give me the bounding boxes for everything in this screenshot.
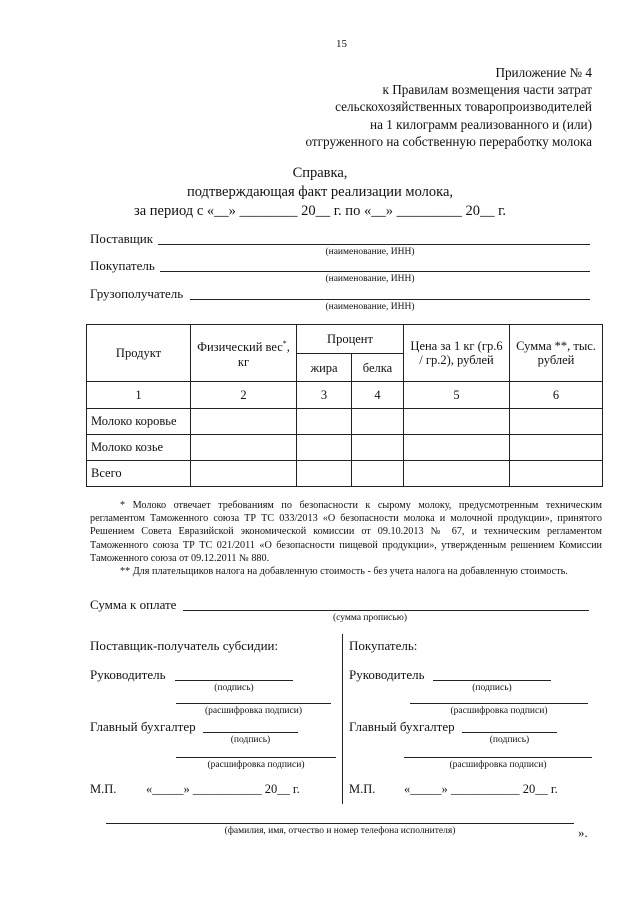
left-accountant-decode-hint: (расшифровка подписи) — [207, 760, 305, 770]
left-manager-decode-field[interactable] — [176, 703, 331, 704]
consignee-hint: (наименование, ИНН) — [325, 302, 415, 312]
table-cell[interactable] — [297, 409, 352, 435]
header-fat: жира — [297, 354, 352, 382]
table-row — [87, 461, 603, 487]
buyer-sign-title: Покупатель: — [349, 638, 418, 653]
footnote-safety: * Молоко отвечает требованиям по безопасности к сырому молоку, предусмотренным техническим регламентом Таможенного союза ТР ТС 033/2013 «О безопасности молока и молочной продукции», принятого Решением Совета Евразийской экономической комиссии от 09.10.2013 № 67, и техническим регламентом Таможенного союза ТР ТС 021/2011 «О безопасности пищевой продукции», утвержденным решением Комиссии Таможенного союза от 09.12.2011 № 880. — [90, 500, 602, 564]
column-number-row — [87, 382, 603, 409]
column-number: 5 — [404, 382, 510, 409]
header-product: Продукт — [87, 325, 191, 382]
left-date-field[interactable]: «_____» ___________ 20__ г. — [146, 782, 300, 796]
appendix-line: на 1 килограмм реализованного и (или) — [370, 116, 592, 132]
row-product: Молоко козье — [87, 435, 191, 461]
executor-field[interactable] — [106, 823, 574, 824]
consignee-label: Грузополучатель — [90, 286, 184, 301]
appendix-line: сельскохозяйственных товаропроизводителей — [335, 99, 592, 115]
appendix-header — [192, 64, 592, 150]
supplier-sign-title: Поставщик-получатель субсидии: — [90, 638, 279, 653]
doc-subtitle: подтверждающая факт реализации молока, — [186, 184, 454, 200]
table-cell[interactable] — [510, 461, 603, 487]
left-accountant-decode-field[interactable] — [176, 757, 336, 758]
page-number: 15 — [336, 38, 347, 50]
right-accountant-label: Главный бухгалтер — [349, 719, 455, 734]
table-cell[interactable] — [191, 435, 297, 461]
payment-hint: (сумма прописью) — [333, 613, 407, 623]
left-accountant-label: Главный бухгалтер — [90, 719, 196, 734]
header-weight: Физический вес*, кг — [191, 325, 297, 382]
footnotes — [90, 499, 602, 578]
right-manager-decode-field[interactable] — [410, 703, 588, 704]
right-accountant-decode-hint: (расшифровка подписи) — [449, 760, 547, 770]
appendix-line: отгруженного на собственную переработку молока — [305, 133, 592, 149]
column-number: 1 — [87, 382, 191, 409]
left-manager-sign-field[interactable] — [175, 680, 293, 681]
table-cell[interactable] — [191, 409, 297, 435]
table-row — [87, 409, 603, 435]
table-cell[interactable] — [404, 461, 510, 487]
table-row — [87, 435, 603, 461]
table-cell[interactable] — [510, 409, 603, 435]
row-product: Всего — [87, 461, 191, 487]
buyer-field[interactable] — [160, 271, 590, 272]
right-accountant-sign-field[interactable] — [462, 732, 557, 733]
table-cell[interactable] — [352, 409, 404, 435]
appendix-line: к Правилам возмещения части затрат — [382, 82, 592, 98]
product-table — [86, 324, 603, 487]
doc-title: Справка, — [292, 165, 348, 181]
signature-divider — [342, 634, 343, 804]
table-cell[interactable] — [191, 461, 297, 487]
appendix-line: Приложение № 4 — [495, 65, 592, 80]
left-manager-decode-hint: (расшифровка подписи) — [205, 706, 302, 716]
header-sum: Сумма **, тыс. рублей — [510, 325, 603, 382]
right-manager-sign-hint: (подпись) — [472, 683, 512, 693]
supplier-label: Поставщик — [90, 231, 154, 246]
table-cell[interactable] — [404, 435, 510, 461]
column-number: 3 — [297, 382, 352, 409]
header-weight-unit: кг — [237, 354, 250, 369]
executor-hint: (фамилия, имя, отчество и номер телефона исполнителя) — [224, 826, 456, 836]
right-manager-decode-hint: (расшифровка подписи) — [450, 706, 548, 716]
header-protein: белка — [352, 354, 404, 382]
left-manager-sign-hint: (подпись) — [214, 683, 254, 693]
right-manager-label: Руководитель — [349, 667, 425, 682]
table-cell[interactable] — [352, 461, 404, 487]
right-date-field[interactable]: «_____» ___________ 20__ г. — [404, 782, 558, 796]
payment-field[interactable] — [183, 610, 589, 611]
row-product: Молоко коровье — [87, 409, 191, 435]
consignee-field[interactable] — [190, 299, 590, 300]
left-stamp-label: М.П. — [90, 782, 117, 796]
payment-label: Сумма к оплате — [90, 597, 177, 612]
right-accountant-sign-hint: (подпись) — [489, 735, 530, 745]
header-percent: Процент — [297, 325, 404, 354]
column-number: 2 — [191, 382, 297, 409]
supplier-field[interactable] — [158, 244, 590, 245]
table-cell[interactable] — [404, 409, 510, 435]
right-stamp-label: М.П. — [349, 782, 376, 796]
table-cell[interactable] — [297, 461, 352, 487]
right-manager-sign-field[interactable] — [433, 680, 551, 681]
right-accountant-decode-field[interactable] — [404, 757, 592, 758]
left-manager-label: Руководитель — [90, 667, 166, 682]
supplier-hint: (наименование, ИНН) — [325, 247, 415, 257]
executor-end-mark: ». — [578, 825, 588, 840]
left-accountant-sign-hint: (подпись) — [230, 735, 271, 745]
header-price: Цена за 1 кг (гр.6 / гр.2), рублей — [404, 325, 510, 382]
period-line: за период с «__» ________ 20__ г. по «__» _________ 20__ г. — [133, 203, 507, 219]
buyer-hint: (наименование, ИНН) — [325, 274, 415, 284]
table-cell[interactable] — [297, 435, 352, 461]
left-accountant-sign-field[interactable] — [203, 732, 298, 733]
header-weight-mark: * — [282, 339, 287, 349]
column-number: 4 — [352, 382, 404, 409]
table-cell[interactable] — [510, 435, 603, 461]
table-cell[interactable] — [352, 435, 404, 461]
column-number: 6 — [510, 382, 603, 409]
buyer-label: Покупатель — [90, 258, 155, 273]
header-weight-label: Физический вес — [197, 340, 283, 355]
footnote-vat: ** Для плательщиков налога на добавленную стоимость - без учета налога на добавленную стоимость. — [120, 566, 568, 578]
